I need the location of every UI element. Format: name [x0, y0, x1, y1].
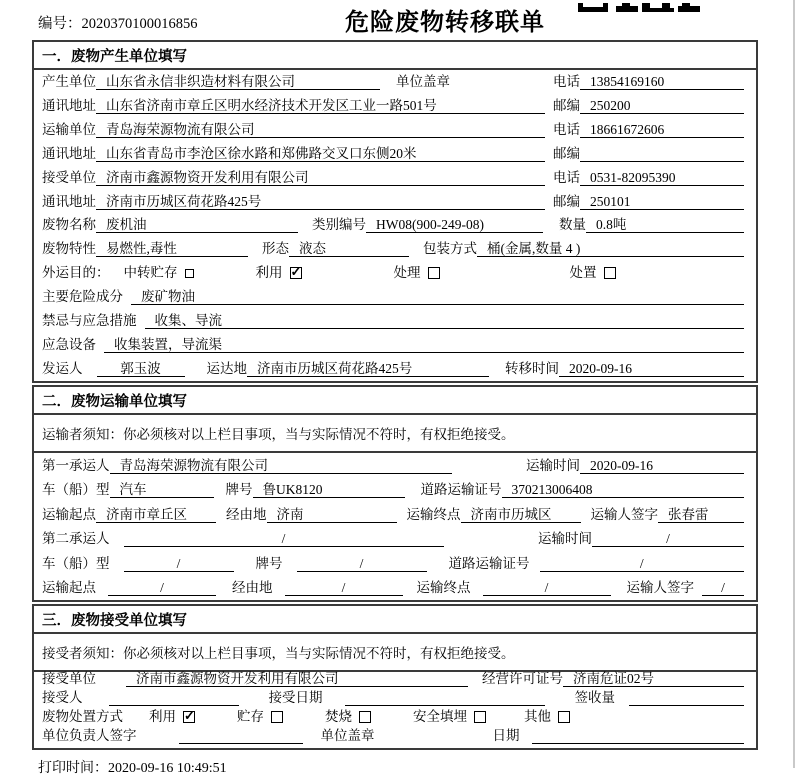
hazard-component-value: 废矿物油	[131, 289, 744, 305]
plate2-value: /	[297, 556, 427, 572]
producer-unit-value: 山东省永信非织造材料有限公司	[96, 74, 380, 90]
transfer-date-value: 2020-09-16	[559, 361, 744, 377]
receiver-zip-value: 250101	[580, 194, 744, 210]
receiver-unit-label: 接受单位	[42, 169, 96, 185]
disposal-other-label: 其他	[524, 709, 551, 724]
accept-unit-value: 济南市鑫源物资开发利用有限公司	[126, 671, 468, 687]
disposal-method-label: 废物处置方式	[42, 709, 123, 724]
row-waste-name	[34, 214, 756, 238]
responsible-sign-label: 单位负责人签字	[42, 728, 137, 743]
purpose-utilize-label: 利用	[255, 265, 283, 281]
route-start1-value: 济南市章丘区	[96, 507, 216, 523]
route-via2-value: /	[285, 580, 403, 596]
outbound-purpose-label: 外运目的：	[42, 265, 110, 281]
vehicle-type2-label: 车（船）型	[42, 555, 110, 571]
row-responsible-sign	[34, 729, 756, 748]
waste-property-value: 易燃性,毒性	[96, 241, 248, 257]
category-code-label: 类别编号	[312, 217, 366, 233]
row-hazard-component	[34, 285, 756, 309]
waste-property-label: 废物特性	[42, 241, 96, 257]
row-consignor	[34, 357, 756, 381]
row-vehicle1	[34, 478, 756, 503]
receiver-notice: 接受者须知：你必须核对以上栏目事项，当与实际情况不符时，有权拒绝接受。	[34, 634, 756, 672]
receiver-address-value: 济南市历城区荷花路425号	[96, 194, 545, 210]
emergency-measures-value: 收集、导流	[145, 313, 745, 329]
category-code-value: HW08(900-249-08)	[366, 217, 543, 233]
producer-unit-label: 产生单位	[42, 73, 96, 89]
transporter-notice: 运输者须知：你必须核对以上栏目事项，当与实际情况不符时，有权拒绝接受。	[34, 415, 756, 453]
row-receiver-address	[34, 190, 756, 214]
row-accept-unit	[34, 672, 756, 691]
transport-phone-label: 电话	[553, 121, 580, 137]
row-second-carrier	[34, 527, 756, 552]
transfer-date-label: 转移时间	[505, 360, 559, 376]
disposal-landfill-checkbox[interactable]	[474, 711, 486, 723]
row-outbound-purpose	[34, 261, 756, 285]
disposal-store-label: 贮存	[237, 709, 264, 724]
plate1-label: 牌号	[225, 482, 253, 497]
receiver-address-label: 通讯地址	[42, 193, 96, 209]
row-transport-address	[34, 142, 756, 166]
page-edge-line	[793, 0, 795, 768]
row-route1	[34, 502, 756, 527]
packing-label: 包装方式	[423, 241, 477, 257]
producer-phone-label: 电话	[553, 73, 580, 89]
carrier-sign2-label: 运输人签字	[626, 580, 694, 595]
route-end2-label: 运输终点	[416, 580, 471, 595]
route-via2-label: 经由地	[232, 580, 273, 595]
emergency-equipment-value: 收集装置，导流渠	[104, 337, 744, 353]
route-end1-label: 运输终点	[406, 506, 461, 522]
producer-address-label: 通讯地址	[42, 97, 96, 113]
row-receiver-unit	[34, 166, 756, 190]
date-value	[532, 743, 745, 744]
transport-time2-value: /	[592, 531, 744, 547]
first-carrier-value: 青岛海荣源物流有限公司	[110, 458, 452, 474]
waste-name-label: 废物名称	[42, 217, 96, 233]
transport-phone-value: 18661672606	[580, 122, 744, 138]
receiver-phone-value: 0531-82095390	[580, 170, 744, 186]
document-header	[32, 0, 758, 40]
route-end1-value: 济南市历城区	[461, 507, 581, 523]
disposal-utilize-checkbox[interactable]	[183, 711, 195, 723]
transport-zip-label: 邮编	[553, 145, 580, 161]
section-receiver	[32, 604, 758, 750]
received-amount-label: 签收量	[574, 690, 615, 705]
transport-time1-label: 运输时间	[526, 457, 580, 473]
document-number-label: 编号：	[38, 16, 82, 32]
emergency-measures-label: 禁忌与应急措施	[42, 313, 137, 329]
purpose-dispose-label: 处置	[569, 265, 597, 281]
road-permit2-label: 道路运输证号	[448, 555, 530, 571]
waste-name-value: 废机油	[96, 217, 298, 233]
date-label: 日期	[492, 728, 520, 743]
row-producer-address	[34, 94, 756, 118]
carrier-sign2-value: /	[702, 580, 744, 596]
responsible-sign-value	[179, 743, 303, 744]
row-first-carrier	[34, 453, 756, 478]
print-time-value: 2020-09-16 10:49:51	[108, 761, 227, 776]
license-label: 经营许可证号	[482, 671, 563, 686]
route-end2-value: /	[483, 580, 611, 596]
qr-code-fragment	[578, 0, 700, 16]
purpose-treat-checkbox[interactable]	[428, 267, 440, 279]
plate1-value: 鲁UK8120	[253, 482, 405, 498]
transport-time2-label: 运输时间	[538, 531, 592, 546]
section-receiver-title: 三．废物接受单位填写	[34, 606, 756, 634]
transport-time1-value: 2020-09-16	[580, 458, 744, 474]
road-permit1-label: 道路运输证号	[420, 482, 502, 497]
route-start2-label: 运输起点	[42, 580, 96, 595]
transport-zip-value	[580, 161, 744, 162]
row-transport-unit	[34, 118, 756, 142]
document-number-value: 2020370100016856	[81, 16, 198, 32]
hazard-component-label: 主要危险成分	[42, 289, 123, 305]
producer-phone-value: 13854169160	[580, 74, 744, 90]
row-producer-unit	[34, 70, 756, 94]
purpose-transfer-label: 中转贮存	[123, 265, 178, 281]
received-amount-value	[629, 705, 744, 706]
quantity-label: 数量	[559, 217, 586, 233]
transport-address-label: 通讯地址	[42, 145, 96, 161]
disposal-store-checkbox[interactable]	[271, 711, 283, 723]
accept-unit-label: 接受单位	[42, 671, 96, 686]
carrier-sign1-value: 张春雷	[658, 507, 744, 523]
destination-label: 运达地	[206, 360, 247, 376]
route-via1-value: 济南	[267, 507, 397, 523]
print-time	[32, 752, 758, 777]
route-start1-label: 运输起点	[42, 506, 96, 522]
receiver-unit-value: 济南市鑫源物资开发利用有限公司	[96, 170, 545, 186]
license-value: 济南危证02号	[563, 671, 744, 687]
transport-unit-label: 运输单位	[42, 121, 96, 137]
vehicle-type1-value: 汽车	[110, 482, 214, 498]
document-number	[38, 12, 198, 33]
form-state-label: 形态	[262, 241, 289, 257]
disposal-utilize-label: 利用	[149, 709, 176, 724]
transport-address-value: 山东省青岛市李沧区徐水路和郑佛路交叉口东侧20米	[96, 146, 545, 162]
second-carrier-value: /	[124, 531, 444, 547]
purpose-utilize-checkbox[interactable]	[290, 267, 302, 279]
second-carrier-label: 第二承运人	[42, 531, 110, 546]
quantity-value: 0.8吨	[586, 217, 744, 233]
producer-address-value: 山东省济南市章丘区明水经济技术开发区工业一路501号	[96, 98, 545, 114]
section-producer	[32, 40, 758, 383]
disposal-landfill-label: 安全填埋	[413, 709, 467, 724]
row-emergency-equipment	[34, 333, 756, 357]
section-transporter-title: 二．废物运输单位填写	[34, 387, 756, 415]
plate2-label: 牌号	[255, 555, 283, 571]
row-waste-property	[34, 237, 756, 261]
accept-person-label: 接受人	[42, 690, 83, 705]
producer-zip-value: 250200	[580, 98, 744, 114]
carrier-sign1-label: 运输人签字	[590, 506, 658, 522]
disposal-other-checkbox[interactable]	[558, 711, 570, 723]
page-title: 危险废物转移联单	[345, 10, 545, 36]
form-state-value: 液态	[289, 241, 409, 257]
consignor-value: 郭玉波	[97, 361, 185, 377]
unit-seal-label: 单位盖章	[396, 73, 450, 89]
accept-date-label: 接受日期	[268, 690, 323, 705]
purpose-dispose-checkbox[interactable]	[604, 267, 616, 279]
road-permit1-value: 370213006408	[502, 482, 745, 498]
row-disposal-method	[34, 710, 756, 729]
receiver-zip-label: 邮编	[553, 193, 580, 209]
emergency-equipment-label: 应急设备	[42, 337, 96, 353]
packing-value: 桶(金属,数量 4 )	[477, 241, 744, 257]
disposal-burn-label: 焚烧	[325, 709, 352, 724]
print-time-label: 打印时间：	[38, 761, 108, 776]
first-carrier-label: 第一承运人	[42, 457, 110, 473]
destination-value: 济南市历城区荷花路425号	[247, 361, 489, 377]
manifest-document	[32, 0, 758, 777]
receiver-phone-label: 电话	[553, 169, 580, 185]
vehicle-type2-value: /	[124, 556, 234, 572]
row-accept-person	[34, 691, 756, 710]
producer-zip-label: 邮编	[553, 97, 580, 113]
road-permit2-value: /	[540, 556, 745, 572]
route-start2-value: /	[108, 580, 216, 596]
route-via1-label: 经由地	[226, 506, 267, 522]
row-emergency-measures	[34, 309, 756, 333]
row-vehicle2	[34, 551, 756, 576]
purpose-treat-label: 处理	[393, 265, 421, 281]
consignor-label: 发运人	[42, 360, 83, 376]
purpose-transfer-checkbox[interactable]	[185, 269, 194, 278]
transport-unit-value: 青岛海荣源物流有限公司	[96, 122, 545, 138]
vehicle-type1-label: 车（船）型	[42, 482, 110, 497]
section-transporter	[32, 385, 758, 602]
disposal-burn-checkbox[interactable]	[359, 711, 371, 723]
section-producer-title: 一．废物产生单位填写	[34, 42, 756, 70]
unit-seal2-label: 单位盖章	[320, 728, 375, 743]
row-route2	[34, 576, 756, 601]
